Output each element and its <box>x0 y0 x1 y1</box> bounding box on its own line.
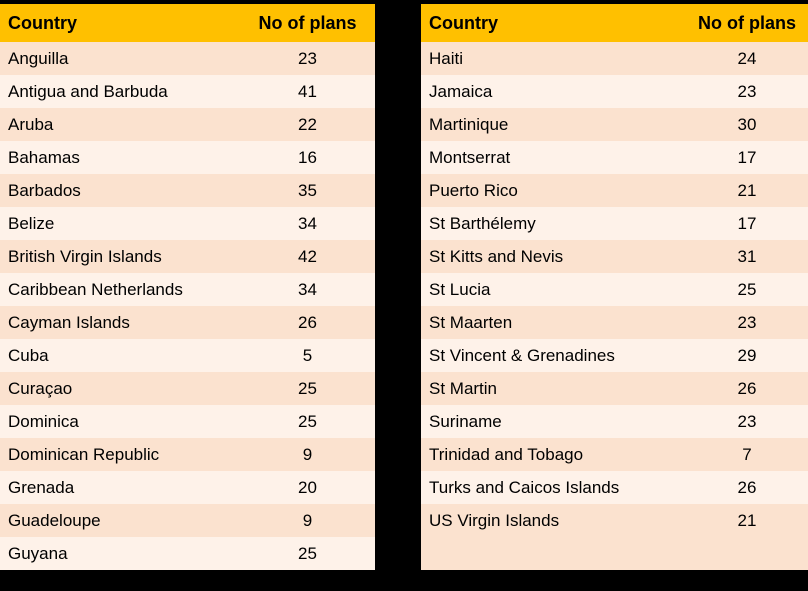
tables-container <box>0 4 808 570</box>
table-row <box>421 339 808 372</box>
right-table <box>421 4 808 570</box>
cell-plans: 25 <box>240 405 375 438</box>
cell-country: Belize <box>0 207 240 240</box>
cell-country: Guyana <box>0 537 240 570</box>
cell-plans: 21 <box>686 174 808 207</box>
cell-plans: 17 <box>686 207 808 240</box>
cell-plans: 21 <box>686 504 808 537</box>
cell-plans: 24 <box>686 42 808 75</box>
cell-country: St Barthélemy <box>421 207 686 240</box>
table-row <box>421 75 808 108</box>
table-row <box>421 537 808 570</box>
cell-plans: 23 <box>686 405 808 438</box>
cell-plans: 23 <box>686 75 808 108</box>
table-row <box>0 339 375 372</box>
table-row <box>0 240 375 273</box>
cell-country: Cuba <box>0 339 240 372</box>
cell-country: St Martin <box>421 372 686 405</box>
cell-plans: 5 <box>240 339 375 372</box>
cell-country: Dominican Republic <box>0 438 240 471</box>
cell-plans: 9 <box>240 438 375 471</box>
cell-plans: 7 <box>686 438 808 471</box>
cell-plans: 23 <box>240 42 375 75</box>
table-row <box>421 141 808 174</box>
cell-country: Cayman Islands <box>0 306 240 339</box>
cell-country: Martinique <box>421 108 686 141</box>
table-row <box>0 108 375 141</box>
table-row <box>0 174 375 207</box>
header-country: Country <box>0 4 240 42</box>
cell-plans: 22 <box>240 108 375 141</box>
table-row <box>0 273 375 306</box>
cell-country: Dominica <box>0 405 240 438</box>
header-plans: No of plans <box>240 4 375 42</box>
table-row <box>0 537 375 570</box>
cell-country: Curaçao <box>0 372 240 405</box>
table-row <box>421 471 808 504</box>
table-row <box>0 306 375 339</box>
cell-country: Suriname <box>421 405 686 438</box>
cell-country: Puerto Rico <box>421 174 686 207</box>
cell-plans <box>686 537 808 570</box>
table-row <box>421 207 808 240</box>
cell-country: St Kitts and Nevis <box>421 240 686 273</box>
table-row <box>0 504 375 537</box>
cell-country: British Virgin Islands <box>0 240 240 273</box>
cell-country: Jamaica <box>421 75 686 108</box>
right-table-head <box>421 4 808 42</box>
cell-plans: 30 <box>686 108 808 141</box>
cell-country <box>421 537 686 570</box>
table-row <box>421 372 808 405</box>
table-row <box>421 273 808 306</box>
header-row <box>0 4 375 42</box>
cell-country: Guadeloupe <box>0 504 240 537</box>
cell-country: Montserrat <box>421 141 686 174</box>
right-table-body <box>421 42 808 570</box>
column-divider <box>375 4 421 570</box>
cell-plans: 25 <box>240 537 375 570</box>
table-row <box>0 141 375 174</box>
cell-plans: 26 <box>686 471 808 504</box>
table-row <box>0 207 375 240</box>
cell-country: St Vincent & Grenadines <box>421 339 686 372</box>
cell-country: Barbados <box>0 174 240 207</box>
cell-plans: 34 <box>240 207 375 240</box>
cell-country: US Virgin Islands <box>421 504 686 537</box>
cell-plans: 29 <box>686 339 808 372</box>
cell-plans: 35 <box>240 174 375 207</box>
cell-country: St Maarten <box>421 306 686 339</box>
cell-plans: 9 <box>240 504 375 537</box>
cell-country: Turks and Caicos Islands <box>421 471 686 504</box>
cell-plans: 20 <box>240 471 375 504</box>
cell-country: Haiti <box>421 42 686 75</box>
table-row <box>421 174 808 207</box>
header-country: Country <box>421 4 686 42</box>
cell-country: Grenada <box>0 471 240 504</box>
cell-country: St Lucia <box>421 273 686 306</box>
cell-plans: 31 <box>686 240 808 273</box>
cell-country: Anguilla <box>0 42 240 75</box>
table-row <box>421 240 808 273</box>
table-row <box>421 438 808 471</box>
table-row <box>0 372 375 405</box>
table-row <box>0 471 375 504</box>
cell-plans: 41 <box>240 75 375 108</box>
cell-plans: 26 <box>240 306 375 339</box>
table-row <box>0 438 375 471</box>
cell-plans: 25 <box>240 372 375 405</box>
cell-plans: 25 <box>686 273 808 306</box>
cell-plans: 34 <box>240 273 375 306</box>
table-row <box>421 306 808 339</box>
cell-plans: 26 <box>686 372 808 405</box>
table-row <box>0 42 375 75</box>
table-row <box>0 405 375 438</box>
left-table <box>0 4 375 570</box>
cell-plans: 23 <box>686 306 808 339</box>
table-row <box>421 108 808 141</box>
cell-country: Antigua and Barbuda <box>0 75 240 108</box>
cell-plans: 42 <box>240 240 375 273</box>
cell-plans: 17 <box>686 141 808 174</box>
left-table-body <box>0 42 375 570</box>
table-row <box>421 42 808 75</box>
cell-country: Trinidad and Tobago <box>421 438 686 471</box>
cell-plans: 16 <box>240 141 375 174</box>
table-row <box>0 75 375 108</box>
cell-country: Aruba <box>0 108 240 141</box>
header-plans: No of plans <box>686 4 808 42</box>
table-row <box>421 405 808 438</box>
left-table-head <box>0 4 375 42</box>
cell-country: Caribbean Netherlands <box>0 273 240 306</box>
header-row <box>421 4 808 42</box>
table-row <box>421 504 808 537</box>
column-divider-fill <box>375 4 421 570</box>
cell-country: Bahamas <box>0 141 240 174</box>
